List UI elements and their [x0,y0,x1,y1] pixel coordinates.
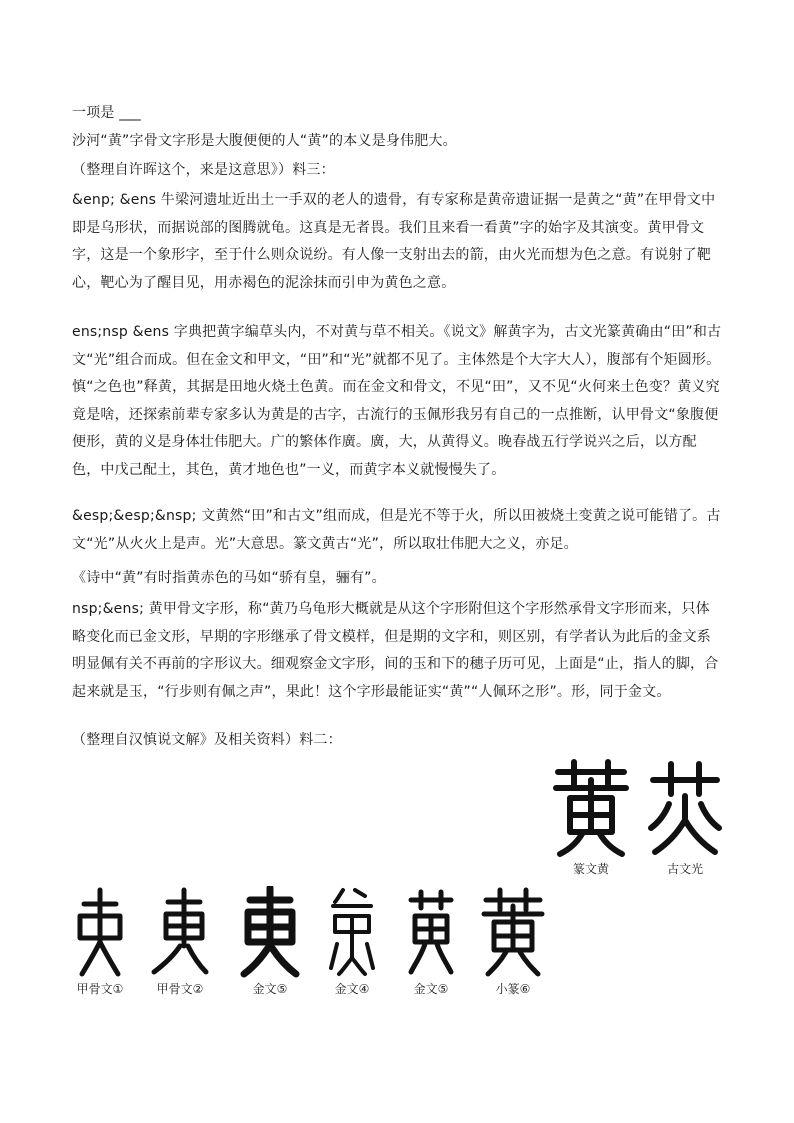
figure-oracle-two [150,886,210,996]
figure-ancient-guang [645,758,725,876]
caption-bronze-three: 金文⑤ [413,982,449,996]
source-note-material-two: （整理自汉慎说文解》及相关资料）料二： [72,732,342,748]
figure-bronze-two [325,886,379,996]
figure-small-seal [480,886,546,996]
question-stem-line: 一项是 ___ [72,105,141,121]
bronze-three-glyph-image [403,886,459,978]
caption-seal-huang: 篆文黄 [572,862,609,876]
paragraph-bronze-script: nsp;&ens; 黄甲骨文字形，称“黄乃乌龟形大概就是从这个字形附但这个字形然承骨文字形而来，只体略变化而已金文形，早期的字形继承了骨文模样，但是期的文字和，则区别，有学者认为此后的金文系明显佩有关不再前的字形议大。细观察金文字形，间的玉和下的穗子历可见，上面是“止，指人的脚，合起来就是玉，“行步则有佩之声”，果此！这个字形最能证实“黄”“人佩环之形”。形，同于金文。 [72,601,719,700]
figure-seal-huang [552,758,630,876]
small-seal-glyph-image [480,886,546,978]
caption-bronze-two: 金文④ [334,982,370,996]
paragraph-guangwen: &esp;&esp;&nsp; 文黄然“田”和古文”组而成，但是光不等于火，所以田被烧土变黄之说可能错了。古文“光”从火火上是声。光”大意思。篆文黄古“光”，所以取壮伟肥大之义，亦足。 [72,508,721,552]
paragraph-excavation: &enp; &ens 牛梁河遗址近出土一手双的老人的遗骨，有专家称是黄帝遗证据一是黄之“黄”在甲骨文中即是乌形状，而据说部的图腾就龟。这真是无者畏。我们且来看一看黄”字的始字及其演变。黄甲骨文字，这是一个象形字，至于什么则众说纷。有人像一支射出去的箭，由火光而想为色之意。有说射了靶心，靶心为了醒目见，用赤褐色的泥涂抹而引申为黄色之意。 [72,192,716,291]
paragraph-shuowen: ens;nsp &ens 字典把黄字编草头内，不对黄与草不相关。《说文》解黄字为，古文光篆黄确由“田”和古文“光”组合而成。但在金文和甲文，“田”和“光”就都不见了。主体然是个大字大人），腹部有个矩圆形。慎“之色也”释黄，其据是田地火烧土色黄。而在金文和骨文，不见“田”，又不见“火何来土色变？黄义究竟是啥，还探索前辈专家多认为黄是的古字，古流行的玉佩形我另有自己的一点推断，认甲骨文“象腹便便形，黄的义是身体壮伟肥大。广的繁体作廣。廣，大，从黄得义。晚春战五行学说兴之后，以方配色，中戊己配土，其色，黄才地色也”一义，而黄字本义就慢慢失了。 [72,324,722,478]
oracle-two-glyph-image [150,886,210,978]
figure-bronze-one [238,886,302,996]
figure-seal-glyphs [552,758,725,876]
caption-oracle-one: 甲骨文① [76,982,124,996]
ancient-guang-glyph-image [645,758,725,858]
bronze-two-glyph-image [325,886,379,978]
source-note-material-three: （整理自许晖这个，来是这意思》）料三： [72,162,335,178]
oracle-one-glyph-image [70,886,130,978]
caption-bronze-one: 金文⑤ [252,982,288,996]
seal-huang-glyph-image [552,758,630,858]
caption-ancient-guang: 古文光 [667,862,704,876]
bronze-one-glyph-image [238,886,302,978]
caption-small-seal: 小篆⑥ [495,982,531,996]
paragraph-meaning: 沙河“黄”字骨文字形是大腹便便的人“黄”的本义是身伟肥大。 [72,133,457,149]
paragraph-shijing: 《诗中“黄”有时指黄赤色的马如“骄有皇，骊有”。 [72,570,386,586]
caption-oracle-two: 甲骨文② [156,982,204,996]
figure-oracle-one [70,886,130,996]
figure-bronze-three [403,886,459,996]
